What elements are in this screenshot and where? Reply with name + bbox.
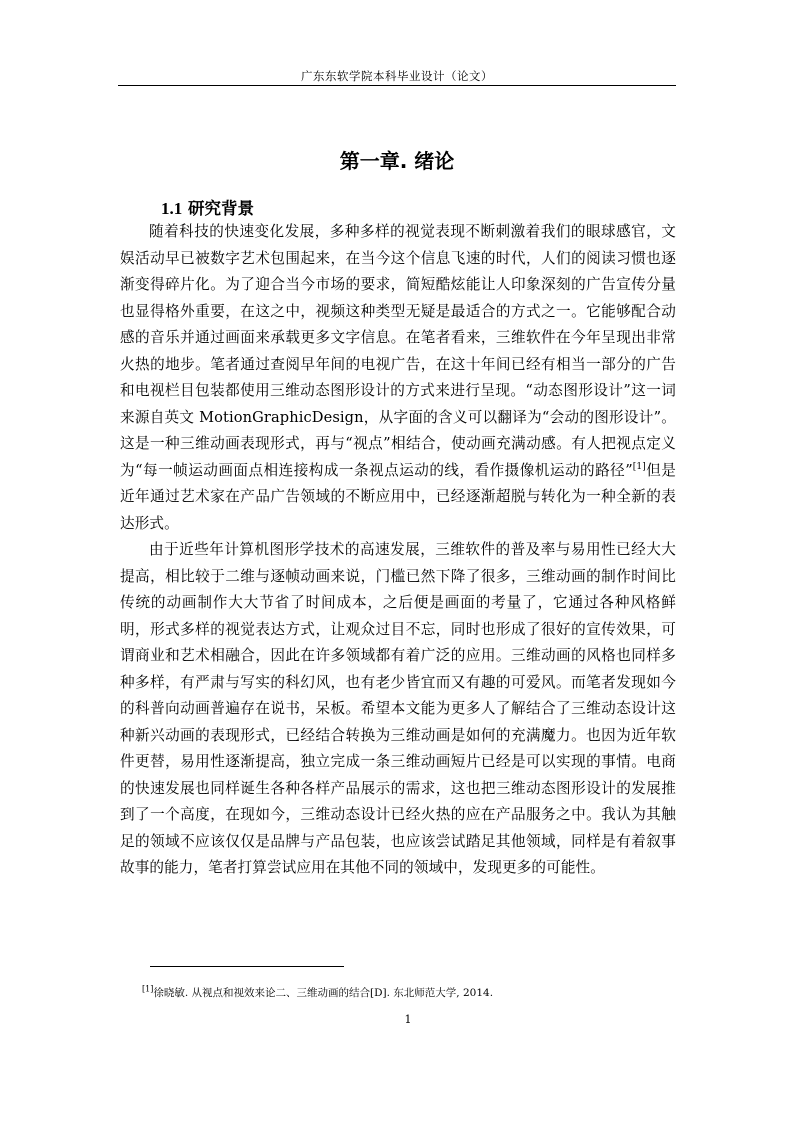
footnote-mark: [1] [142, 984, 154, 994]
page-number: 1 [404, 1013, 412, 1026]
citation-marker: [1] [632, 461, 646, 472]
footnote-rule [150, 966, 344, 967]
footnote-text: 徐晓敏. 从视点和视效来论二、三维动画的结合[D]. 东北师范大学, 2014. [153, 987, 494, 999]
section-number: 1.1 [161, 199, 183, 218]
section-title: 研究背景 [188, 199, 254, 218]
paragraph-1-text: 随着科技的快速变化发展，多种多样的视觉表现不断刺激着我们的眼球感官，文娱活动早已被数字艺术包围起来，在当今这个信息飞速的时代，人们的阅读习惯也逐渐变得碎片化。为了迎合当今市场的要求，简短酷炫能让人印象深刻的广告宣传分量也显得格外重要，在这之中，视频这种类型无疑是最适合的方式之一。它能够配合动感的音乐并通过画面来承载更多文字信息。在笔者看来，三维软件在今年呈现出非常火热的地步。笔者通过查阅早年间的电视广告，在这十年间已经有相当一部分的广告和电视栏目包装都使用三维动态图形设计的方式来进行呈现。“动态图形设计”这一词来源自英文 MotionGraphicDesign，从字面的含义可以翻译为“会动的图形设计”。这是一种三维动画表现形式，再与“视点”相结合，使动画充满动感。有人把视点定义为“每一帧运动画面点相连接构成一条视点运动的线，看作摄像机运动的路径” [120, 223, 676, 479]
chapter-title: 第一章. 绪论 [339, 149, 455, 173]
section-heading [161, 195, 254, 219]
header-rule [118, 85, 676, 86]
paragraph-1-continuation: 但是近年通过艺术家在产品广告领域的不断应用中，已经逐渐超脱与转化为一种全新的表达形式。 [120, 461, 676, 532]
footnote [142, 985, 493, 1000]
paragraph-1 [120, 219, 676, 537]
body-text [120, 219, 676, 882]
page-header: 广东东软学院本科毕业设计（论文） [301, 69, 493, 83]
paragraph-2: 由于近些年计算机图形学技术的高速发展，三维软件的普及率与易用性已经大大提高，相比较于二维与逐帧动画来说，门槛已然下降了很多，三维动画的制作时间比传统的动画制作大大节省了时间成本，之后便是画面的考量了，它通过各种风格鲜明，形式多样的视觉表达方式，让观众过目不忘，同时也形成了很好的宣传效果，可谓商业和艺术相融合，因此在许多领域都有着广泛的应用。三维动画的风格也同样多种多样，有严肃与写实的科幻风，也有老少皆宜而又有趣的可爱风。而笔者发现如今的科普向动画普遍存在说书，呆板。希望本文能为更多人了解结合了三维动态设计这种新兴动画的表现形式，已经结合转换为三维动画是如何的充满魔力。也因为近年软件更替，易用性逐渐提高，独立完成一条三维动画短片已经是可以实现的事情。电商的快速发展也同样诞生各种各样产品展示的需求，这也把三维动态图形设计的发展推到了一个高度，在现如今，三维动态设计已经火热的应在产品服务之中。我认为其触足的领域不应该仅仅是品牌与产品包装，也应该尝试踏足其他领域，同样是有着叙事故事的能力，笔者打算尝试应用在其他不同的领域中，发现更多的可能性。 [120, 541, 676, 876]
